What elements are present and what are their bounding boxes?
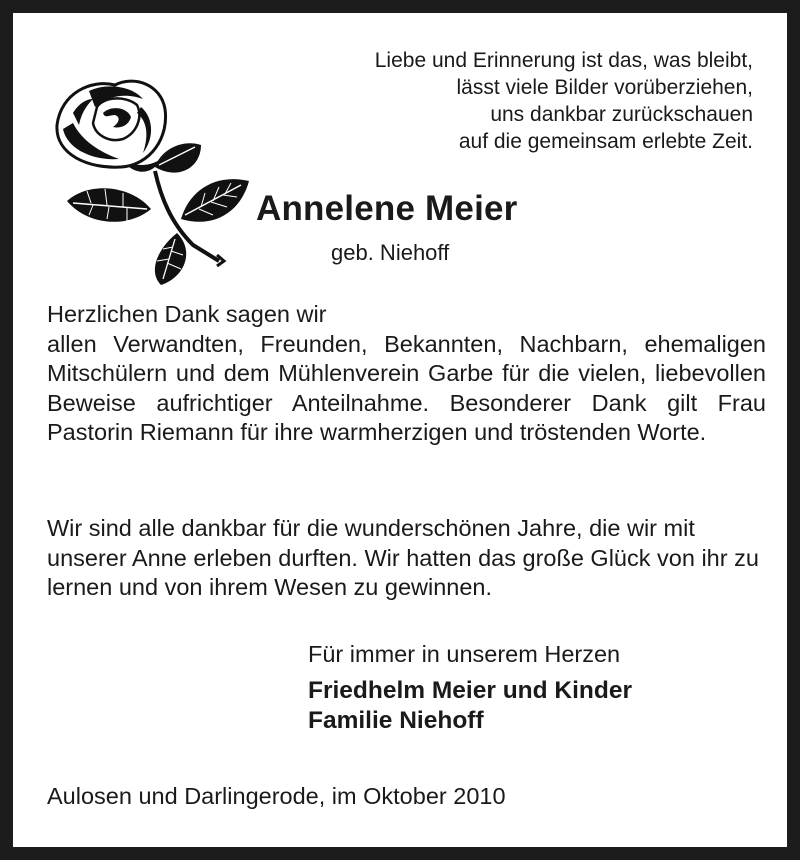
memory-paragraph: Wir sind alle dankbar für die wunderschönen Jahre, die wir mit unserer Anne erleben durften. Wir hatten das große Glück von ihr zu lernen und von ihrem Wesen zu gewinnen. (47, 515, 759, 600)
signatory: Friedhelm Meier und Kinder (308, 677, 632, 704)
thanks-body: allen Verwandten, Freunden, Bekannten, Nachbarn, ehemaligen Mitschülern und dem Mühlenverein Garbe für die vielen, liebevollen Beweise aufrichtiger Anteilnahme. Besonderer Dank gilt Frau Pastorin Riemann für ihre warmherzigen und tröstenden Worte. (47, 330, 766, 445)
place-date: Aulosen und Darlingerode, im Oktober 2010 (47, 783, 506, 809)
closing-line: Für immer in unserem Herzen (308, 641, 621, 667)
memorial-poem (375, 47, 753, 155)
poem-line: lässt viele Bilder vorüberziehen, (456, 76, 753, 99)
thanks-paragraph (47, 300, 766, 448)
rose-icon (43, 63, 258, 288)
deceased-name: Annelene Meier (256, 189, 518, 228)
maiden-name: geb. Niehoff (331, 240, 450, 265)
thanks-intro: Herzlichen Dank sagen wir (47, 301, 327, 327)
signatory: Familie Niehoff (308, 707, 484, 734)
poem-line: Liebe und Erinnerung ist das, was bleibt, (374, 49, 753, 72)
poem-line: auf die gemeinsam erlebte Zeit. (458, 130, 753, 153)
poem-line: uns dankbar zurückschauen (490, 103, 753, 126)
